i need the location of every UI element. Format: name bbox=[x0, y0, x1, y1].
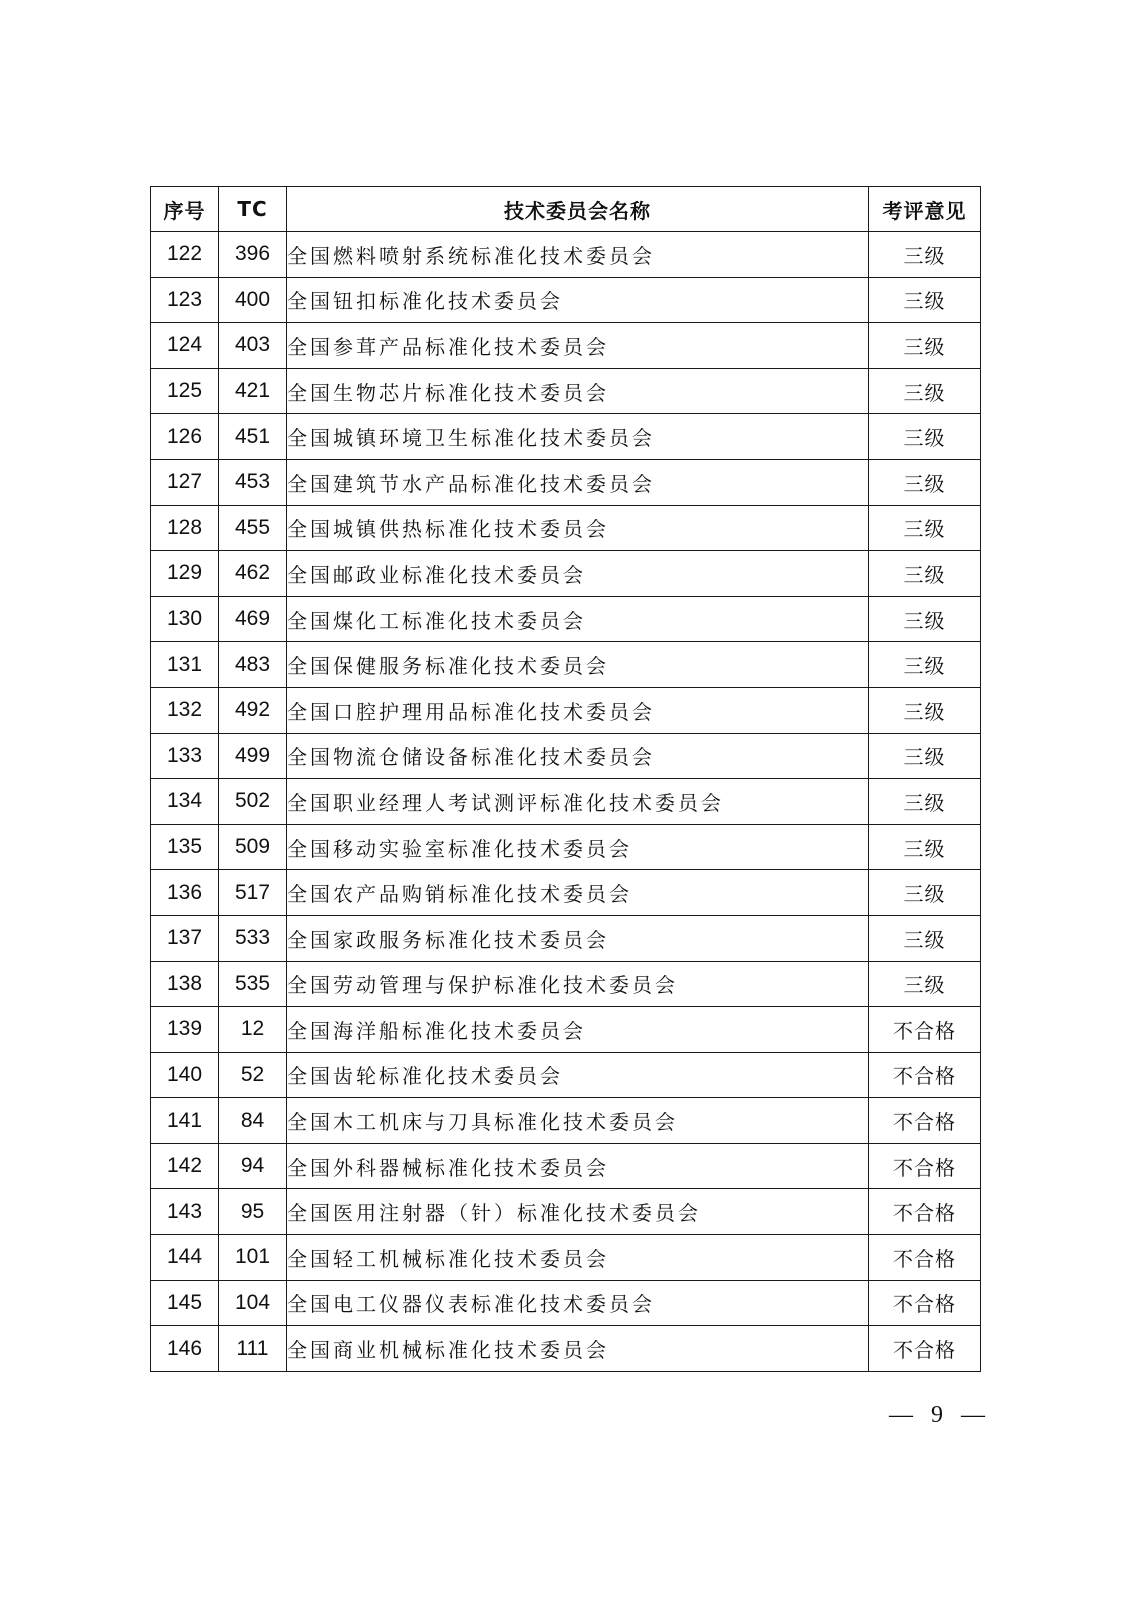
cell-seq: 123 bbox=[151, 277, 219, 323]
table-row bbox=[151, 1280, 981, 1326]
cell-committee-name: 全国外科器械标准化技术委员会 bbox=[287, 1143, 869, 1189]
cell-seq: 138 bbox=[151, 961, 219, 1007]
cell-committee-name: 全国职业经理人考试测评标准化技术委员会 bbox=[287, 779, 869, 825]
cell-committee-name: 全国移动实验室标准化技术委员会 bbox=[287, 824, 869, 870]
table-header-row bbox=[151, 187, 981, 232]
table-row bbox=[151, 277, 981, 323]
cell-tc: 533 bbox=[219, 915, 287, 961]
table-row bbox=[151, 1189, 981, 1235]
cell-seq: 142 bbox=[151, 1143, 219, 1189]
cell-committee-name: 全国电工仪器仪表标准化技术委员会 bbox=[287, 1280, 869, 1326]
cell-seq: 126 bbox=[151, 414, 219, 460]
cell-committee-name: 全国建筑节水产品标准化技术委员会 bbox=[287, 459, 869, 505]
table-row bbox=[151, 870, 981, 916]
cell-committee-name: 全国城镇环境卫生标准化技术委员会 bbox=[287, 414, 869, 460]
cell-committee-name: 全国煤化工标准化技术委员会 bbox=[287, 596, 869, 642]
cell-seq: 127 bbox=[151, 459, 219, 505]
cell-tc: 469 bbox=[219, 596, 287, 642]
cell-tc: 502 bbox=[219, 779, 287, 825]
table-row bbox=[151, 961, 981, 1007]
cell-seq: 129 bbox=[151, 551, 219, 597]
committee-evaluation-table bbox=[150, 186, 981, 1372]
cell-seq: 134 bbox=[151, 779, 219, 825]
cell-tc: 403 bbox=[219, 323, 287, 369]
cell-evaluation: 三级 bbox=[869, 551, 981, 597]
cell-seq: 135 bbox=[151, 824, 219, 870]
cell-committee-name: 全国家政服务标准化技术委员会 bbox=[287, 915, 869, 961]
cell-seq: 137 bbox=[151, 915, 219, 961]
cell-seq: 141 bbox=[151, 1098, 219, 1144]
cell-evaluation: 三级 bbox=[869, 368, 981, 414]
header-seq: 序号 bbox=[151, 187, 219, 232]
cell-committee-name: 全国农产品购销标准化技术委员会 bbox=[287, 870, 869, 916]
cell-evaluation: 三级 bbox=[869, 687, 981, 733]
cell-seq: 144 bbox=[151, 1235, 219, 1281]
page-number: — 9 — bbox=[889, 1402, 991, 1428]
table-row bbox=[151, 551, 981, 597]
table-row bbox=[151, 596, 981, 642]
table-row bbox=[151, 459, 981, 505]
cell-tc: 421 bbox=[219, 368, 287, 414]
cell-committee-name: 全国物流仓储设备标准化技术委员会 bbox=[287, 733, 869, 779]
table-row bbox=[151, 1098, 981, 1144]
cell-seq: 128 bbox=[151, 505, 219, 551]
cell-committee-name: 全国海洋船标准化技术委员会 bbox=[287, 1007, 869, 1053]
cell-seq: 143 bbox=[151, 1189, 219, 1235]
cell-seq: 124 bbox=[151, 323, 219, 369]
cell-tc: 111 bbox=[219, 1326, 287, 1372]
cell-seq: 131 bbox=[151, 642, 219, 688]
cell-committee-name: 全国保健服务标准化技术委员会 bbox=[287, 642, 869, 688]
cell-tc: 396 bbox=[219, 232, 287, 278]
cell-evaluation: 三级 bbox=[869, 642, 981, 688]
cell-tc: 451 bbox=[219, 414, 287, 460]
cell-tc: 101 bbox=[219, 1235, 287, 1281]
cell-evaluation: 三级 bbox=[869, 596, 981, 642]
cell-tc: 94 bbox=[219, 1143, 287, 1189]
cell-evaluation: 不合格 bbox=[869, 1326, 981, 1372]
cell-seq: 146 bbox=[151, 1326, 219, 1372]
cell-committee-name: 全国齿轮标准化技术委员会 bbox=[287, 1052, 869, 1098]
cell-evaluation: 不合格 bbox=[869, 1052, 981, 1098]
table-row bbox=[151, 1326, 981, 1372]
cell-evaluation: 不合格 bbox=[869, 1098, 981, 1144]
cell-tc: 535 bbox=[219, 961, 287, 1007]
cell-committee-name: 全国燃料喷射系统标准化技术委员会 bbox=[287, 232, 869, 278]
cell-evaluation: 三级 bbox=[869, 277, 981, 323]
table-row bbox=[151, 1052, 981, 1098]
cell-tc: 462 bbox=[219, 551, 287, 597]
cell-evaluation: 三级 bbox=[869, 323, 981, 369]
cell-evaluation: 三级 bbox=[869, 459, 981, 505]
cell-evaluation: 三级 bbox=[869, 232, 981, 278]
cell-tc: 84 bbox=[219, 1098, 287, 1144]
cell-seq: 125 bbox=[151, 368, 219, 414]
table-row bbox=[151, 824, 981, 870]
cell-committee-name: 全国钮扣标准化技术委员会 bbox=[287, 277, 869, 323]
cell-tc: 453 bbox=[219, 459, 287, 505]
cell-tc: 492 bbox=[219, 687, 287, 733]
cell-tc: 509 bbox=[219, 824, 287, 870]
cell-tc: 455 bbox=[219, 505, 287, 551]
cell-seq: 132 bbox=[151, 687, 219, 733]
cell-seq: 130 bbox=[151, 596, 219, 642]
cell-committee-name: 全国木工机床与刀具标准化技术委员会 bbox=[287, 1098, 869, 1144]
cell-tc: 400 bbox=[219, 277, 287, 323]
header-evaluation: 考评意见 bbox=[869, 187, 981, 232]
cell-committee-name: 全国邮政业标准化技术委员会 bbox=[287, 551, 869, 597]
table-row bbox=[151, 779, 981, 825]
cell-tc: 104 bbox=[219, 1280, 287, 1326]
table-body bbox=[151, 232, 981, 1372]
cell-evaluation: 三级 bbox=[869, 414, 981, 460]
cell-evaluation: 三级 bbox=[869, 870, 981, 916]
cell-tc: 499 bbox=[219, 733, 287, 779]
table-row bbox=[151, 1235, 981, 1281]
cell-evaluation: 三级 bbox=[869, 824, 981, 870]
cell-seq: 122 bbox=[151, 232, 219, 278]
table-row bbox=[151, 505, 981, 551]
cell-seq: 145 bbox=[151, 1280, 219, 1326]
header-committee-name: 技术委员会名称 bbox=[287, 187, 869, 232]
header-tc: TC bbox=[219, 187, 287, 232]
cell-evaluation: 不合格 bbox=[869, 1007, 981, 1053]
cell-tc: 517 bbox=[219, 870, 287, 916]
cell-evaluation: 不合格 bbox=[869, 1235, 981, 1281]
cell-seq: 140 bbox=[151, 1052, 219, 1098]
cell-committee-name: 全国城镇供热标准化技术委员会 bbox=[287, 505, 869, 551]
table-row bbox=[151, 1007, 981, 1053]
cell-committee-name: 全国轻工机械标准化技术委员会 bbox=[287, 1235, 869, 1281]
table-row bbox=[151, 368, 981, 414]
cell-committee-name: 全国商业机械标准化技术委员会 bbox=[287, 1326, 869, 1372]
cell-committee-name: 全国生物芯片标准化技术委员会 bbox=[287, 368, 869, 414]
cell-committee-name: 全国口腔护理用品标准化技术委员会 bbox=[287, 687, 869, 733]
table-row bbox=[151, 687, 981, 733]
cell-committee-name: 全国劳动管理与保护标准化技术委员会 bbox=[287, 961, 869, 1007]
cell-tc: 483 bbox=[219, 642, 287, 688]
cell-seq: 139 bbox=[151, 1007, 219, 1053]
table-row bbox=[151, 642, 981, 688]
table-row bbox=[151, 733, 981, 779]
cell-tc: 12 bbox=[219, 1007, 287, 1053]
cell-tc: 95 bbox=[219, 1189, 287, 1235]
table-row bbox=[151, 915, 981, 961]
cell-evaluation: 三级 bbox=[869, 915, 981, 961]
cell-seq: 133 bbox=[151, 733, 219, 779]
table-row bbox=[151, 232, 981, 278]
cell-evaluation: 不合格 bbox=[869, 1280, 981, 1326]
table-row bbox=[151, 414, 981, 460]
cell-evaluation: 三级 bbox=[869, 779, 981, 825]
cell-committee-name: 全国参茸产品标准化技术委员会 bbox=[287, 323, 869, 369]
cell-evaluation: 不合格 bbox=[869, 1143, 981, 1189]
table-row bbox=[151, 323, 981, 369]
cell-evaluation: 三级 bbox=[869, 961, 981, 1007]
cell-tc: 52 bbox=[219, 1052, 287, 1098]
cell-evaluation: 三级 bbox=[869, 505, 981, 551]
cell-evaluation: 不合格 bbox=[869, 1189, 981, 1235]
cell-seq: 136 bbox=[151, 870, 219, 916]
table-row bbox=[151, 1143, 981, 1189]
cell-committee-name: 全国医用注射器（针）标准化技术委员会 bbox=[287, 1189, 869, 1235]
cell-evaluation: 三级 bbox=[869, 733, 981, 779]
